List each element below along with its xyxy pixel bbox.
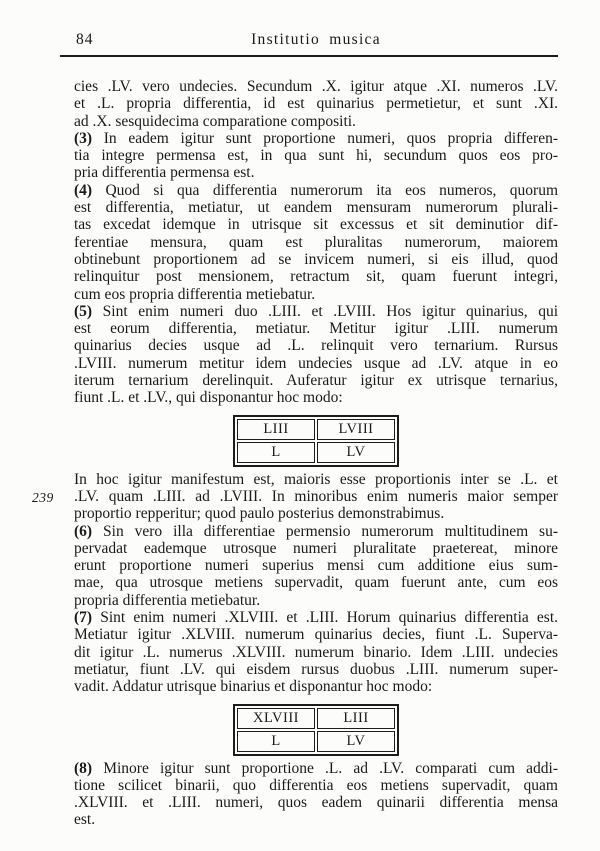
text-column (32, 78, 559, 829)
text-line (32, 487, 558, 505)
text-line (74, 626, 558, 643)
page-header (74, 31, 558, 51)
margin-folio-number: 239 (32, 489, 54, 505)
text-line (74, 355, 558, 372)
text-line (74, 389, 558, 406)
line-text: obtinebunt proportionem ad se invicem numeri, si eis illud, quod (74, 250, 558, 268)
line-text: Sint enim numeri .XLVIII. et .LIII. Horum quinarius differentia est. (100, 609, 559, 627)
line-text: .LV. quam .LIII. ad .LVIII. In minoribus enim numeris maior semper (74, 487, 558, 505)
paragraph-number: (5) (74, 302, 93, 320)
text-line (74, 216, 558, 233)
table-cell: LV (317, 442, 395, 463)
line-text: Quod si qua differentia numerorum ita eos numeros, quorum (105, 181, 559, 199)
text-line (74, 609, 558, 626)
line-text: erunt proportione numeri superius mensi cum additione eius sum- (74, 557, 558, 575)
text-line (74, 164, 558, 181)
text-line (74, 678, 558, 695)
paragraph (74, 523, 558, 609)
line-text: fiunt .L. et .LV., qui disponantur hoc modo: (74, 389, 343, 407)
paragraph (74, 78, 558, 130)
paragraph (74, 303, 558, 407)
running-title: Institutio musica (251, 31, 381, 48)
line-text: propria differentia metiebatur. (74, 591, 261, 609)
line-text: cies .LV. vero undecies. Secundum .X. igitur atque .XI. numeros .LV. (74, 78, 558, 95)
paragraph (74, 182, 558, 303)
line-text: .XLVIII. et .LIII. numeri, quos eadem quinarii differentia mensa (74, 794, 558, 812)
text-line (74, 540, 558, 557)
text-line (74, 592, 558, 609)
text-line (74, 199, 558, 216)
line-text: Sint enim numeri duo .LIII. et .LVIII. Hos igitur quinarius, qui (102, 302, 558, 320)
text-line (74, 147, 558, 164)
line-text: tas excedat idemque in utrisque sit excessus et sit deminutior dif- (74, 216, 558, 234)
text-line (74, 320, 558, 337)
table-cell: L (237, 442, 315, 463)
header-rule (60, 55, 558, 57)
text-line (74, 234, 558, 251)
line-text: relinquitur post mensionem, retractum sit, quam fuerunt integri, (74, 268, 558, 286)
line-text: ferentiae mensura, quam est pluralitas numerorum, maiorem (74, 233, 558, 251)
text-line (74, 78, 558, 95)
text-line (74, 760, 558, 777)
text-line (74, 182, 558, 199)
text-line (74, 644, 558, 661)
text-line (74, 113, 558, 130)
line-text: et .L. propria differentia, id est quinarius permetietur, et sunt .XI. (74, 95, 558, 113)
text-line (74, 130, 558, 147)
table-cell: L (237, 731, 315, 752)
roman-numeral-table (233, 415, 399, 467)
line-text: tione scilicet binarii, quo differentia eos metiens supervadit, quam (74, 776, 558, 794)
line-text: In hoc igitur manifestum est, maioris esse proportionis inter se .L. et (74, 470, 558, 488)
line-text: In eadem igitur sunt proportione numeri, quos propria differen- (103, 129, 558, 147)
text-line (74, 268, 558, 285)
table-row (237, 419, 395, 440)
text-line (74, 574, 558, 591)
line-text: est. (74, 811, 96, 829)
line-text: vadit. Addatur utrisque binarius et disponantur hoc modo: (74, 678, 433, 696)
line-text: dit igitur .L. numerus .XLVIII. numerum binario. Idem .LIII. undecies (74, 643, 558, 661)
table-row (237, 442, 395, 463)
table-cell: LVIII (317, 419, 395, 440)
paragraph (74, 130, 558, 182)
table-cell: LV (317, 731, 395, 752)
text-line (74, 251, 558, 268)
paragraph-number: (3) (74, 129, 93, 147)
paragraph-number: (7) (74, 609, 93, 627)
paragraph-number: (8) (74, 759, 93, 777)
text-line (74, 95, 558, 112)
paragraph (74, 609, 558, 695)
line-text: mae, qua utrosque metiens supervadit, quam fuerunt ante, cum eos (74, 574, 558, 592)
line-text: cum eos propria differentia metiebatur. (74, 285, 316, 303)
line-text: iterum ternarium derelinquit. Auferatur igitur ex utrisque ternarius, (74, 372, 558, 390)
line-text: Metiatur igitur .XLVIII. numerum quinarius decies, fiunt .L. Superva- (74, 626, 558, 644)
text-line (74, 811, 558, 828)
line-text: metiatur, fiunt .LV. qui eisdem rursus duobus .LIII. numerum super- (74, 660, 558, 678)
text-line (74, 661, 558, 678)
table-cell: XLVIII (237, 708, 315, 729)
text-line (74, 523, 558, 540)
roman-numeral-table (233, 704, 399, 756)
line-text: pervadat eademque utrosque numeri pluralitate praetereat, minore (74, 539, 558, 557)
paragraph (74, 760, 558, 829)
table-cell: LIII (317, 708, 395, 729)
paragraph-number: (4) (74, 181, 93, 199)
line-text: est differentia, metiatur, ut eandem mensuram numerorum plurali- (74, 199, 558, 217)
line-text: pria differentia permensa est. (74, 164, 255, 182)
table-row (237, 708, 395, 729)
line-text: quinarius decies usque ad .L. relinquit vero ternarium. Rursus (74, 337, 558, 355)
paragraph (32, 470, 558, 523)
line-text: Sin vero illa differentiae permensio numerorum multitudinem su- (103, 522, 559, 540)
text-line (74, 557, 558, 574)
text-line (74, 777, 558, 794)
text-line (74, 337, 558, 354)
text-line (74, 505, 558, 522)
text-line (74, 372, 558, 389)
text-line (74, 794, 558, 811)
line-text: est eorum differentia, metiatur. Metitur igitur .LIII. numerum (74, 320, 558, 338)
line-text: Minore igitur sunt proportione .L. ad .LV. comparati cum addi- (103, 759, 558, 777)
line-text: proportio repperitur; quod paulo posterius demonstrabimus. (74, 505, 445, 523)
line-text: ad .X. sesquidecima comparatione compositi. (74, 112, 356, 130)
page-number: 84 (76, 31, 94, 48)
table-row (237, 731, 395, 752)
line-text: .LVIII. numerum metitur idem undecies usque ad .LV. atque in eo (74, 354, 558, 372)
line-text: tia integre permensa est, in qua sunt hi, secundum quos eos pro- (74, 147, 558, 165)
table-cell: LIII (237, 419, 315, 440)
text-line (74, 471, 558, 488)
text-line (74, 286, 558, 303)
text-line (74, 303, 558, 320)
paragraph-number: (6) (74, 522, 93, 540)
